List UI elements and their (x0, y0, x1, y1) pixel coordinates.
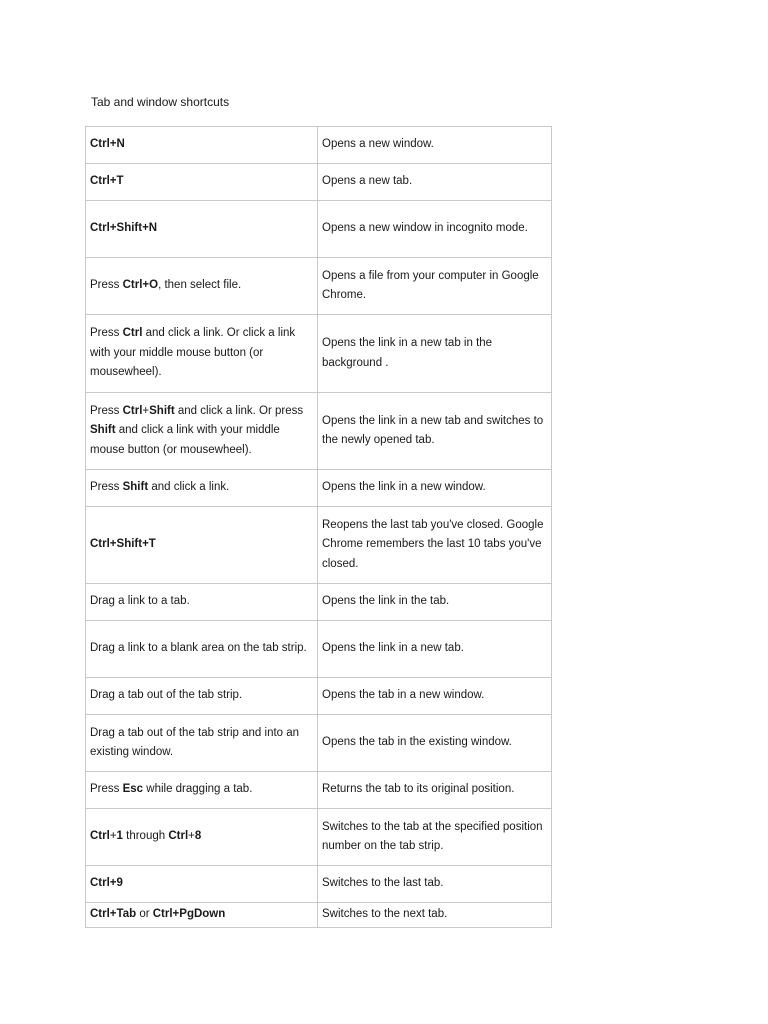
shortcut-description-cell: Opens the link in a new tab. (318, 621, 552, 678)
table-row (86, 393, 552, 470)
shortcut-keys-cell (86, 903, 318, 928)
shortcut-keys-cell (86, 678, 318, 715)
table-row (86, 315, 552, 393)
shortcut-description-cell: Opens the link in a new tab and switches to the newly opened tab. (318, 393, 552, 470)
instruction-text: Drag a link to a blank area on the tab strip. (90, 642, 307, 655)
key-text: Ctrl (122, 327, 143, 340)
instruction-text: Press (90, 404, 123, 417)
instruction-text: through (122, 830, 169, 843)
shortcut-keys-cell (86, 470, 318, 507)
table-row (86, 507, 552, 584)
key-text: Shift (149, 404, 175, 417)
shortcut-keys-cell (86, 315, 318, 393)
shortcut-description-cell: Reopens the last tab you've closed. Google Chrome remembers the last 10 tabs you've closed. (318, 507, 552, 584)
instruction-text: + (142, 404, 150, 417)
instruction-text: or (136, 908, 153, 921)
table-row (86, 201, 552, 258)
shortcut-keys-cell (86, 127, 318, 164)
instruction-text: and click a link. (148, 481, 230, 494)
instruction-text: , then select file. (158, 279, 242, 292)
key-text: Shift (122, 481, 149, 494)
table-row (86, 678, 552, 715)
key-text: Ctrl+N (90, 138, 125, 151)
shortcut-keys-cell (86, 809, 318, 866)
shortcut-description-cell: Switches to the last tab. (318, 866, 552, 903)
key-text: Ctrl+Shift+T (90, 538, 156, 551)
table-row (86, 866, 552, 903)
shortcut-keys-cell (86, 584, 318, 621)
key-text: Ctrl+Tab (90, 908, 137, 921)
instruction-text: and click a link. Or click a link with your middle mouse button (or mousewheel). (90, 327, 296, 379)
shortcut-keys-cell (86, 201, 318, 258)
key-text: Ctrl (122, 404, 143, 417)
shortcut-description-cell: Switches to the next tab. (318, 903, 552, 928)
key-text: Ctrl (90, 830, 110, 843)
instruction-text: + (188, 830, 195, 843)
page-title: Tab and window shortcuts (91, 95, 230, 109)
key-text: 8 (194, 830, 202, 843)
instruction-text: while dragging a tab. (143, 783, 253, 796)
instruction-text: Drag a tab out of the tab strip. (90, 689, 243, 702)
instruction-text: Press (90, 481, 123, 494)
key-text: Ctrl+T (90, 175, 124, 188)
instruction-text: and click a link with your middle mouse button (or mousewheel). (90, 424, 280, 456)
key-text: 1 (116, 830, 123, 843)
instruction-text: Press (90, 279, 123, 292)
shortcut-keys-cell (86, 866, 318, 903)
key-text: Ctrl+PgDown (152, 908, 226, 921)
instruction-text: Press (90, 327, 123, 340)
shortcut-description-cell: Returns the tab to its original position. (318, 772, 552, 809)
key-text: Esc (122, 783, 144, 796)
table-row (86, 715, 552, 772)
key-text: Ctrl+9 (90, 877, 123, 890)
table-row (86, 809, 552, 866)
shortcut-keys-cell (86, 258, 318, 315)
shortcut-description-cell: Opens a new window in incognito mode. (318, 201, 552, 258)
shortcut-description-cell: Switches to the tab at the specified position number on the tab strip. (318, 809, 552, 866)
instruction-text: + (109, 830, 117, 843)
key-text: Ctrl+O (122, 279, 159, 292)
shortcut-description-cell: Opens the link in a new window. (318, 470, 552, 507)
table-row (86, 621, 552, 678)
table-row (86, 127, 552, 164)
shortcut-keys-cell (86, 393, 318, 470)
shortcut-keys-cell (86, 715, 318, 772)
shortcut-description-cell: Opens a file from your computer in Google Chrome. (318, 258, 552, 315)
shortcut-keys-cell (86, 507, 318, 584)
instruction-text: Drag a link to a tab. (90, 595, 190, 608)
table-row (86, 903, 552, 928)
key-text: Ctrl+Shift+N (90, 222, 158, 235)
shortcut-keys-cell (86, 621, 318, 678)
shortcut-description-cell: Opens a new window. (318, 127, 552, 164)
table-row (86, 584, 552, 621)
shortcut-description-cell: Opens the tab in the existing window. (318, 715, 552, 772)
instruction-text: Press (90, 783, 123, 796)
shortcut-description-cell: Opens the link in a new tab in the background . (318, 315, 552, 393)
key-text: Shift (90, 424, 116, 437)
key-text: Ctrl (168, 830, 189, 843)
shortcut-table (85, 126, 552, 928)
table-row (86, 258, 552, 315)
shortcut-keys-cell (86, 772, 318, 809)
table-row (86, 164, 552, 201)
instruction-text: Drag a tab out of the tab strip and into an existing window. (90, 726, 300, 758)
shortcut-keys-cell (86, 164, 318, 201)
instruction-text: and click a link. Or press (174, 404, 304, 417)
shortcut-description-cell: Opens a new tab. (318, 164, 552, 201)
table-row (86, 470, 552, 507)
shortcut-description-cell: Opens the link in the tab. (318, 584, 552, 621)
shortcut-description-cell: Opens the tab in a new window. (318, 678, 552, 715)
table-row (86, 772, 552, 809)
